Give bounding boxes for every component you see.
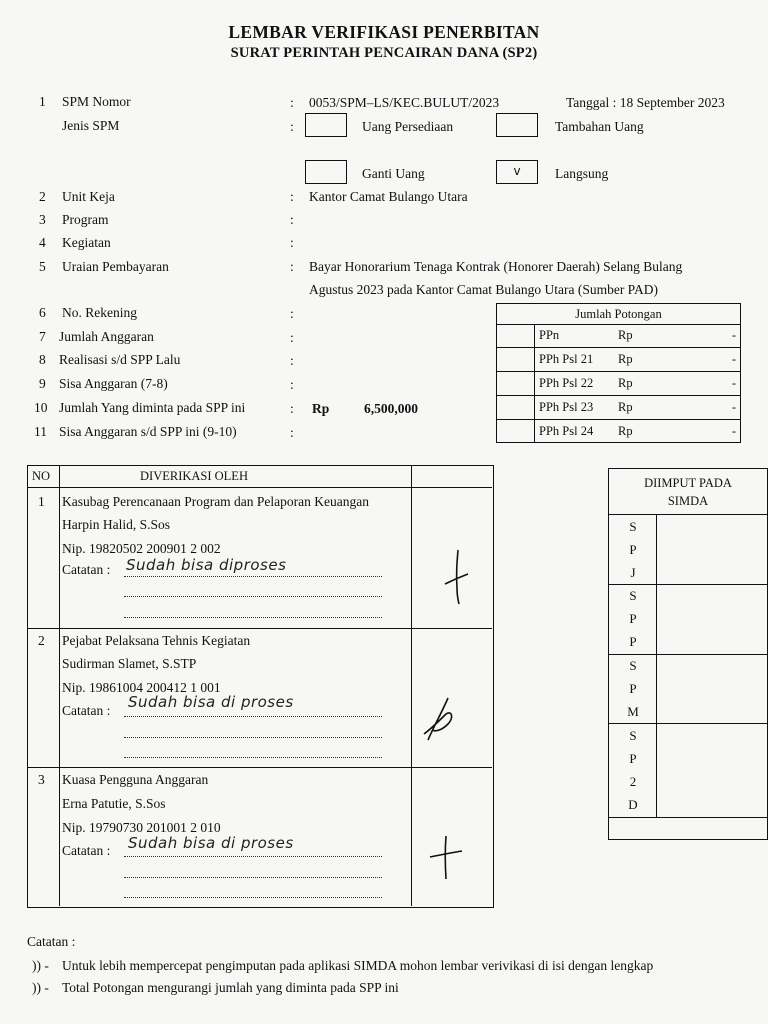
simda-divider <box>609 723 767 724</box>
catatan-label: Catatan : <box>62 703 111 718</box>
catatan-handwriting: Sudah bisa di proses <box>128 834 294 852</box>
field-number: 1 <box>39 94 46 109</box>
table-divider <box>59 466 60 906</box>
unit-kerja-label: Unit Keja <box>62 189 115 204</box>
signature-icon <box>442 548 472 606</box>
colon: : <box>290 119 294 134</box>
simda-letter: M <box>627 704 639 719</box>
checkbox-uang-persediaan[interactable] <box>305 113 347 137</box>
jumlah-diminta-value: 6,500,000 <box>364 401 418 416</box>
rekening-label: No. Rekening <box>62 305 137 320</box>
simda-letter: P <box>629 751 637 766</box>
uraian-label: Uraian Pembayaran <box>62 259 169 274</box>
verifier-name: Sudirman Slamet, S.STP <box>62 656 197 671</box>
potongan-title: Jumlah Potongan <box>497 304 740 325</box>
catatan-label: Catatan : <box>62 843 111 858</box>
uraian-value-line2: Agustus 2023 pada Kantor Camat Bulango Utara (Sumber PAD) <box>309 282 658 297</box>
field-number: 5 <box>39 259 46 274</box>
simda-letter: S <box>629 588 637 603</box>
simda-letter: P <box>629 634 637 649</box>
spm-nomor-value: 0053/SPM–LS/KEC.BULUT/2023 <box>309 95 500 110</box>
program-label: Program <box>62 212 109 227</box>
dotted-line <box>124 897 382 898</box>
simda-letter: 2 <box>629 774 637 789</box>
dotted-line <box>124 716 382 717</box>
potongan-rp: Rp <box>618 328 633 342</box>
field-number: 4 <box>39 235 46 250</box>
checkbox-langsung[interactable] <box>496 160 538 184</box>
potongan-name: PPh Psl 22 <box>539 376 594 390</box>
col-no-header: NO <box>32 469 51 483</box>
colon: : <box>290 189 294 204</box>
simda-letter: D <box>628 797 638 812</box>
table-divider <box>28 767 492 768</box>
potongan-rp: Rp <box>618 352 633 366</box>
simda-divider <box>609 654 767 655</box>
checkbox-tambahan-uang[interactable] <box>496 113 538 137</box>
verifier-position: Kasubag Perencanaan Program dan Pelaporan Keuangan <box>62 494 370 509</box>
verifier-nip: Nip. 19820502 200901 2 002 <box>62 541 221 556</box>
option-ganti-uang: Ganti Uang <box>362 166 425 181</box>
dotted-line <box>124 576 382 577</box>
sisa-spp-label: Sisa Anggaran s/d SPP ini (9-10) <box>59 424 237 439</box>
simda-title-line2: SIMDA <box>667 494 709 508</box>
colon: : <box>290 401 294 416</box>
potongan-row <box>497 324 740 348</box>
simda-letter: P <box>629 542 637 557</box>
currency-label: Rp <box>312 401 330 416</box>
option-langsung: Langsung <box>555 166 609 181</box>
potongan-cell <box>497 420 535 442</box>
simda-letter: S <box>629 658 637 673</box>
field-number: 3 <box>39 212 46 227</box>
checkbox-ganti-uang[interactable] <box>305 160 347 184</box>
verification-table <box>27 465 494 908</box>
field-number: 11 <box>34 424 47 439</box>
dotted-line <box>124 617 382 618</box>
potongan-table <box>496 303 741 443</box>
option-uang-persediaan: Uang Persediaan <box>362 119 454 134</box>
colon: : <box>290 95 294 110</box>
potongan-value: - <box>731 424 736 438</box>
field-number: 8 <box>39 352 46 367</box>
jenis-spm-label: Jenis SPM <box>62 118 120 133</box>
potongan-rp: Rp <box>618 400 633 414</box>
dotted-line <box>124 596 382 597</box>
tanggal: Tanggal : 18 September 2023 <box>566 95 725 110</box>
verifier-name: Erna Patutie, S.Sos <box>62 796 166 811</box>
potongan-value: - <box>731 328 736 342</box>
simda-letter: J <box>630 565 636 580</box>
simda-divider <box>609 584 767 585</box>
jumlah-anggaran-label: Jumlah Anggaran <box>59 329 154 344</box>
simda-header <box>609 469 767 515</box>
realisasi-label: Realisasi s/d SPP Lalu <box>59 352 181 367</box>
field-number: 10 <box>34 400 48 415</box>
simda-letter: S <box>629 519 637 534</box>
table-divider <box>28 487 492 488</box>
row-number: 3 <box>38 772 45 787</box>
potongan-cell <box>497 372 535 395</box>
colon: : <box>290 330 294 345</box>
potongan-row <box>497 396 740 420</box>
verifier-position: Kuasa Pengguna Anggaran <box>62 772 209 787</box>
row-number: 2 <box>38 633 45 648</box>
verifier-position: Pejabat Pelaksana Tehnis Kegiatan <box>62 633 251 648</box>
potongan-name: PPh Psl 21 <box>539 352 594 366</box>
colon: : <box>290 377 294 392</box>
potongan-name: PPh Psl 23 <box>539 400 594 414</box>
field-number: 9 <box>39 376 46 391</box>
catatan-handwriting: Sudah bisa di proses <box>128 693 294 711</box>
note-bullet: )) - <box>32 980 49 995</box>
document-subtitle: SURAT PERINTAH PENCAIRAN DANA (SP2) <box>230 45 538 61</box>
row-number: 1 <box>38 494 45 509</box>
document-title: LEMBAR VERIFIKASI PENERBITAN <box>228 22 540 42</box>
potongan-name: PPh Psl 24 <box>539 424 594 438</box>
simda-divider <box>609 817 767 818</box>
potongan-value: - <box>731 376 736 390</box>
catatan-handwriting: Sudah bisa diproses <box>126 556 287 574</box>
potongan-rp: Rp <box>618 376 633 390</box>
field-number: 6 <box>39 305 46 320</box>
potongan-row <box>497 420 740 442</box>
option-tambahan-uang: Tambahan Uang <box>555 119 644 134</box>
verifier-nip: Nip. 19790730 201001 2 010 <box>62 820 221 835</box>
catatan-label: Catatan : <box>62 562 111 577</box>
dotted-line <box>124 877 382 878</box>
field-number: 7 <box>39 329 46 344</box>
check-mark: v <box>513 164 521 178</box>
potongan-name: PPn <box>539 328 560 342</box>
table-divider <box>28 628 492 629</box>
colon: : <box>290 425 294 440</box>
col-by-header: DIVERIKASI OLEH <box>140 469 248 483</box>
kegiatan-label: Kegiatan <box>62 235 111 250</box>
uraian-value-line1: Bayar Honorarium Tenaga Kontrak (Honorer Daerah) Selang Bulang <box>309 259 683 274</box>
simda-title-line1: DIIMPUT PADA <box>644 476 732 490</box>
spm-nomor-label: SPM Nomor <box>62 94 131 109</box>
potongan-cell <box>497 348 535 371</box>
field-number: 2 <box>39 189 46 204</box>
potongan-row <box>497 372 740 396</box>
signature-icon <box>426 833 466 885</box>
colon: : <box>290 353 294 368</box>
signature-icon <box>418 694 462 744</box>
colon: : <box>290 259 294 274</box>
colon: : <box>290 212 294 227</box>
simda-letter: P <box>629 681 637 696</box>
potongan-value: - <box>731 400 736 414</box>
note-item: Total Potongan mengurangi jumlah yang diminta pada SPP ini <box>62 980 399 995</box>
simda-letter: S <box>629 728 637 743</box>
verifier-nip: Nip. 19861004 200412 1 001 <box>62 680 221 695</box>
jumlah-diminta-label: Jumlah Yang diminta pada SPP ini <box>59 400 246 415</box>
colon: : <box>290 306 294 321</box>
dotted-line <box>124 757 382 758</box>
unit-kerja-value: Kantor Camat Bulango Utara <box>309 189 468 204</box>
note-item: Untuk lebih mempercepat pengimputan pada aplikasi SIMDA mohon lembar verivikasi di isi dengan lengkap <box>62 958 654 973</box>
dotted-line <box>124 856 382 857</box>
potongan-rp: Rp <box>618 424 633 438</box>
notes-label: Catatan : <box>27 934 76 949</box>
potongan-cell <box>497 324 535 347</box>
colon: : <box>290 235 294 250</box>
dotted-line <box>124 737 382 738</box>
potongan-cell <box>497 396 535 419</box>
simda-letter: P <box>629 611 637 626</box>
potongan-row <box>497 348 740 372</box>
table-divider <box>411 466 412 906</box>
potongan-value: - <box>731 352 736 366</box>
verifier-name: Harpin Halid, S.Sos <box>62 517 170 532</box>
sisa-anggaran-label: Sisa Anggaran (7-8) <box>59 376 168 391</box>
note-bullet: )) - <box>32 958 49 973</box>
simda-box <box>608 468 768 840</box>
